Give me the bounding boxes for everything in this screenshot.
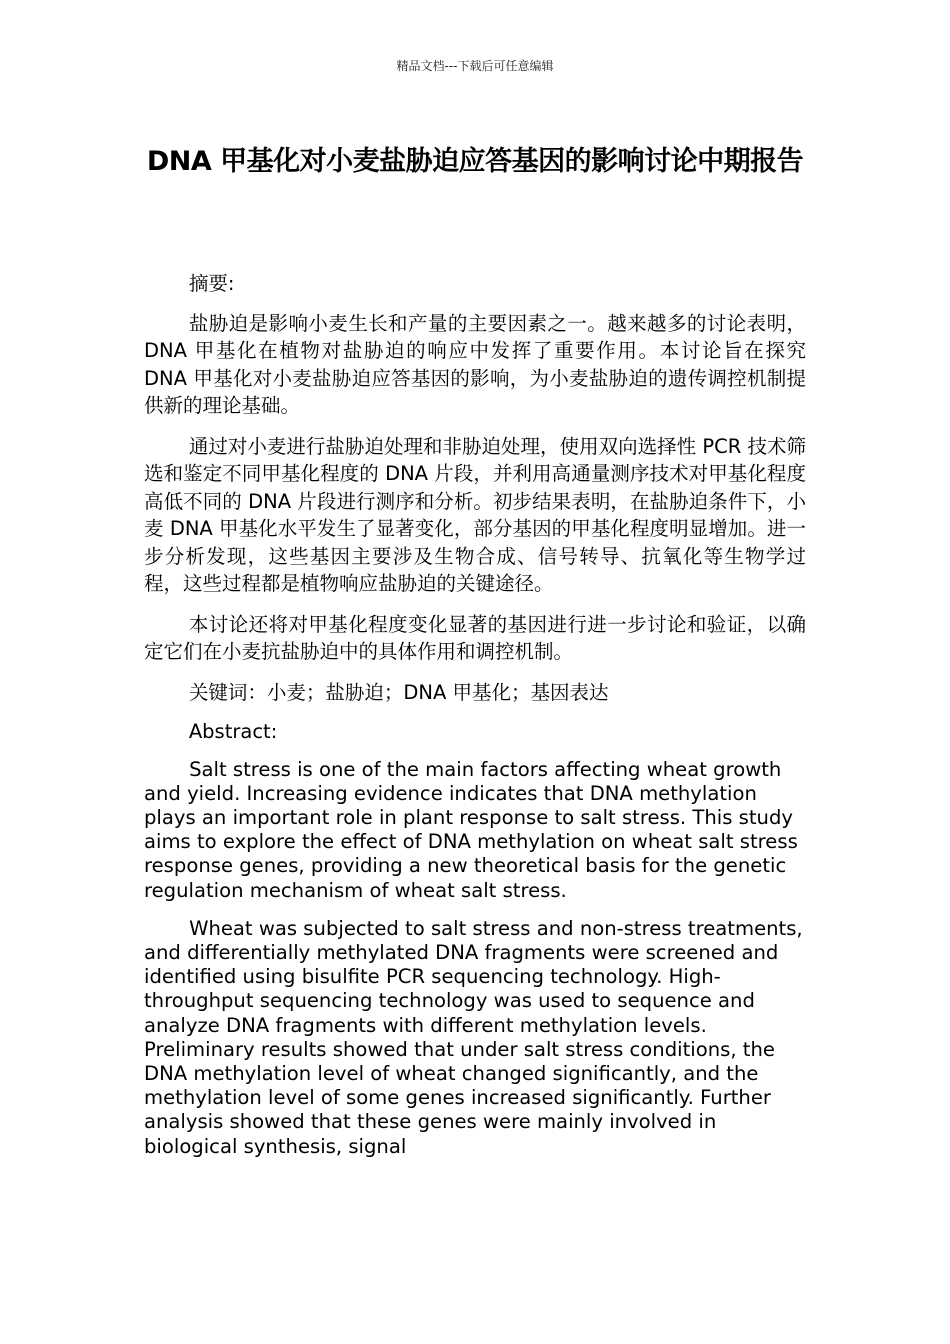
abstract-cn-paragraph: 通过对小麦进行盐胁迫处理和非胁迫处理，使用双向选择性 PCR 技术筛选和鉴定不同甲基化程度的 DNA 片段，并利用高通量测序技术对甲基化程度高低不同的 DNA 片段进行测序和分析。初步结果表明，在盐胁迫条件下，小麦 DNA 甲基化水平发生了显著变化，部分基因的甲基化程度明显增加。进一步分析发现，这些基因主要涉及生物合成、信号转导、抗氧化等生物学过程，这些过程都是植物响应盐胁迫的关键途径。	[144, 434, 806, 595]
abstract-en-paragraph: Wheat was subjected to salt stress and non-stress treatments, and differentially methylated DNA fragments were screened and identified using bisulfite PCR sequencing technology. High-throughput sequencing technology was used to sequence and analyze DNA fragments with different methylation levels. Preliminary results showed that under salt stress conditions, the DNA methylation level of wheat changed significantly, and the methylation level of some genes increased significantly. Further analysis showed that these genes were mainly involved in biological synthesis, signal	[144, 916, 803, 1158]
document-body	[144, 270, 806, 1173]
abstract-cn-paragraph: 盐胁迫是影响小麦生长和产量的主要因素之一。越来越多的讨论表明，DNA 甲基化在植物对盐胁迫的响应中发挥了重要作用。本讨论旨在探究 DNA 甲基化对小麦盐胁迫应答基因的影响，为小麦盐胁迫的遗传调控机制提供新的理论基础。	[144, 311, 806, 417]
abstract-en-paragraph: Salt stress is one of the main factors affecting wheat growth and yield. Increasing evidence indicates that DNA methylation plays an important role in plant response to salt stress. This study aims to explore the effect of DNA methylation on wheat salt stress response genes, providing a new theoretical basis for the genetic regulation mechanism of wheat salt stress.	[144, 757, 798, 902]
page-header: 精品文档---下载后可任意编辑	[396, 59, 554, 73]
document-title: DNA 甲基化对小麦盐胁迫应答基因的影响讨论中期报告	[146, 146, 804, 177]
abstract-cn-label: 摘要:	[188, 272, 235, 295]
abstract-en-label: Abstract:	[188, 720, 278, 743]
abstract-cn-paragraph: 本讨论还将对甲基化程度变化显著的基因进行进一步讨论和验证，以确定它们在小麦抗盐胁迫中的具体作用和调控机制。	[144, 612, 806, 663]
keywords-cn: 关键词：小麦；盐胁迫；DNA 甲基化；基因表达	[188, 680, 609, 704]
